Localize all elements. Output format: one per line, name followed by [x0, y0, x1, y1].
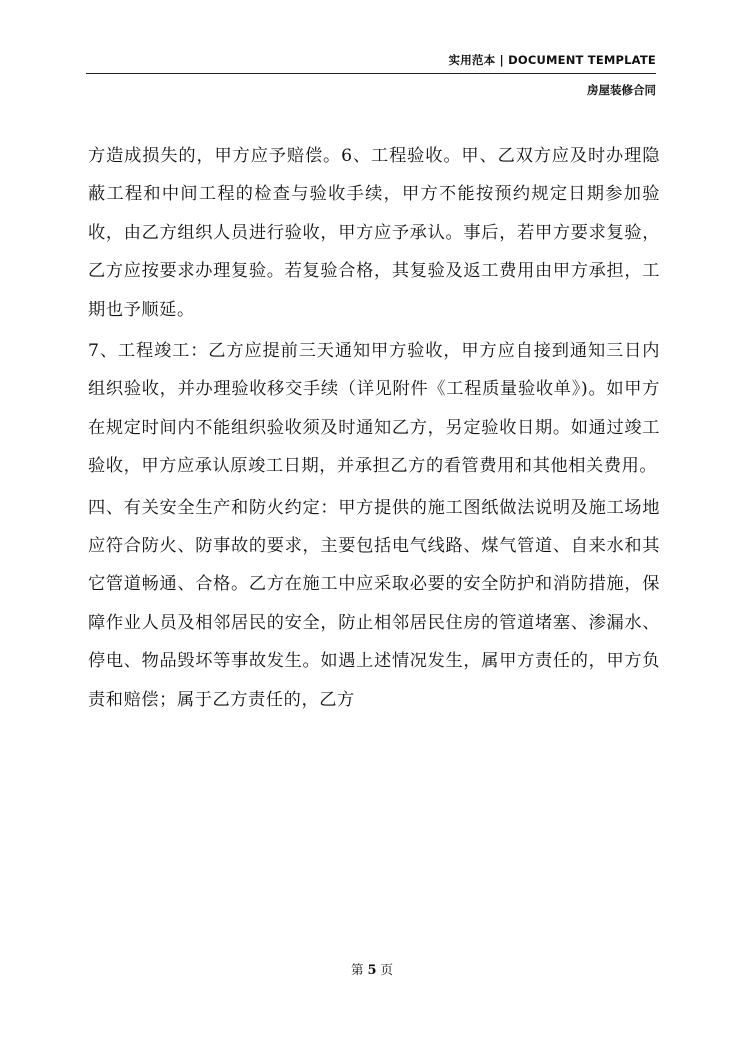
page-label-suffix: 页 — [380, 962, 394, 977]
paragraph-acceptance: 方造成损失的，甲方应予赔偿。6、工程验收。甲、乙双方应及时办理隐蔽工程和中间工程的检查与验收手续，甲方不能按预约规定日期参加验收，由乙方组织人员进行验收，甲方应予承认。事后，若甲方要求复验，乙方应按要求办理复验。若复验合格，其复验及返工费用由甲方承担，工期也予顺延。 — [88, 146, 660, 320]
page-number: 5 — [367, 963, 377, 978]
document-body — [88, 137, 660, 722]
header-title: 实用范本 | DOCUMENT TEMPLATE — [448, 53, 656, 67]
page-footer — [0, 960, 744, 978]
header-divider — [86, 73, 656, 74]
page-label-prefix: 第 — [350, 962, 364, 977]
page-header — [86, 52, 656, 98]
paragraph-completion: 7、工程竣工：乙方应提前三天通知甲方验收，甲方应自接到通知三日内组织验收，并办理验收移交手续（详见附件《工程质量验收单》)。如甲方在规定时间内不能组织验收须及时通知乙方，另定验收日期。如通过竣工验收，甲方应承认原竣工日期，并承担乙方的看管费用和其他相关费用。 — [88, 341, 660, 477]
paragraph-safety-fire: 四、有关安全生产和防火约定：甲方提供的施工图纸做法说明及施工场地应符合防火、防事故的要求，主要包括电气线路、煤气管道、自来水和其它管道畅通、合格。乙方在施工中应采取必要的安全防护和消防措施，保障作业人员及相邻居民的安全，防止相邻居民住房的管道堵塞、渗漏水、停电、物品毁坏等事故发生。如遇上述情况发生，属甲方责任的，甲方负责和赔偿；属于乙方责任的，乙方 — [88, 497, 660, 710]
document-title: 房屋装修合同 — [587, 83, 656, 97]
